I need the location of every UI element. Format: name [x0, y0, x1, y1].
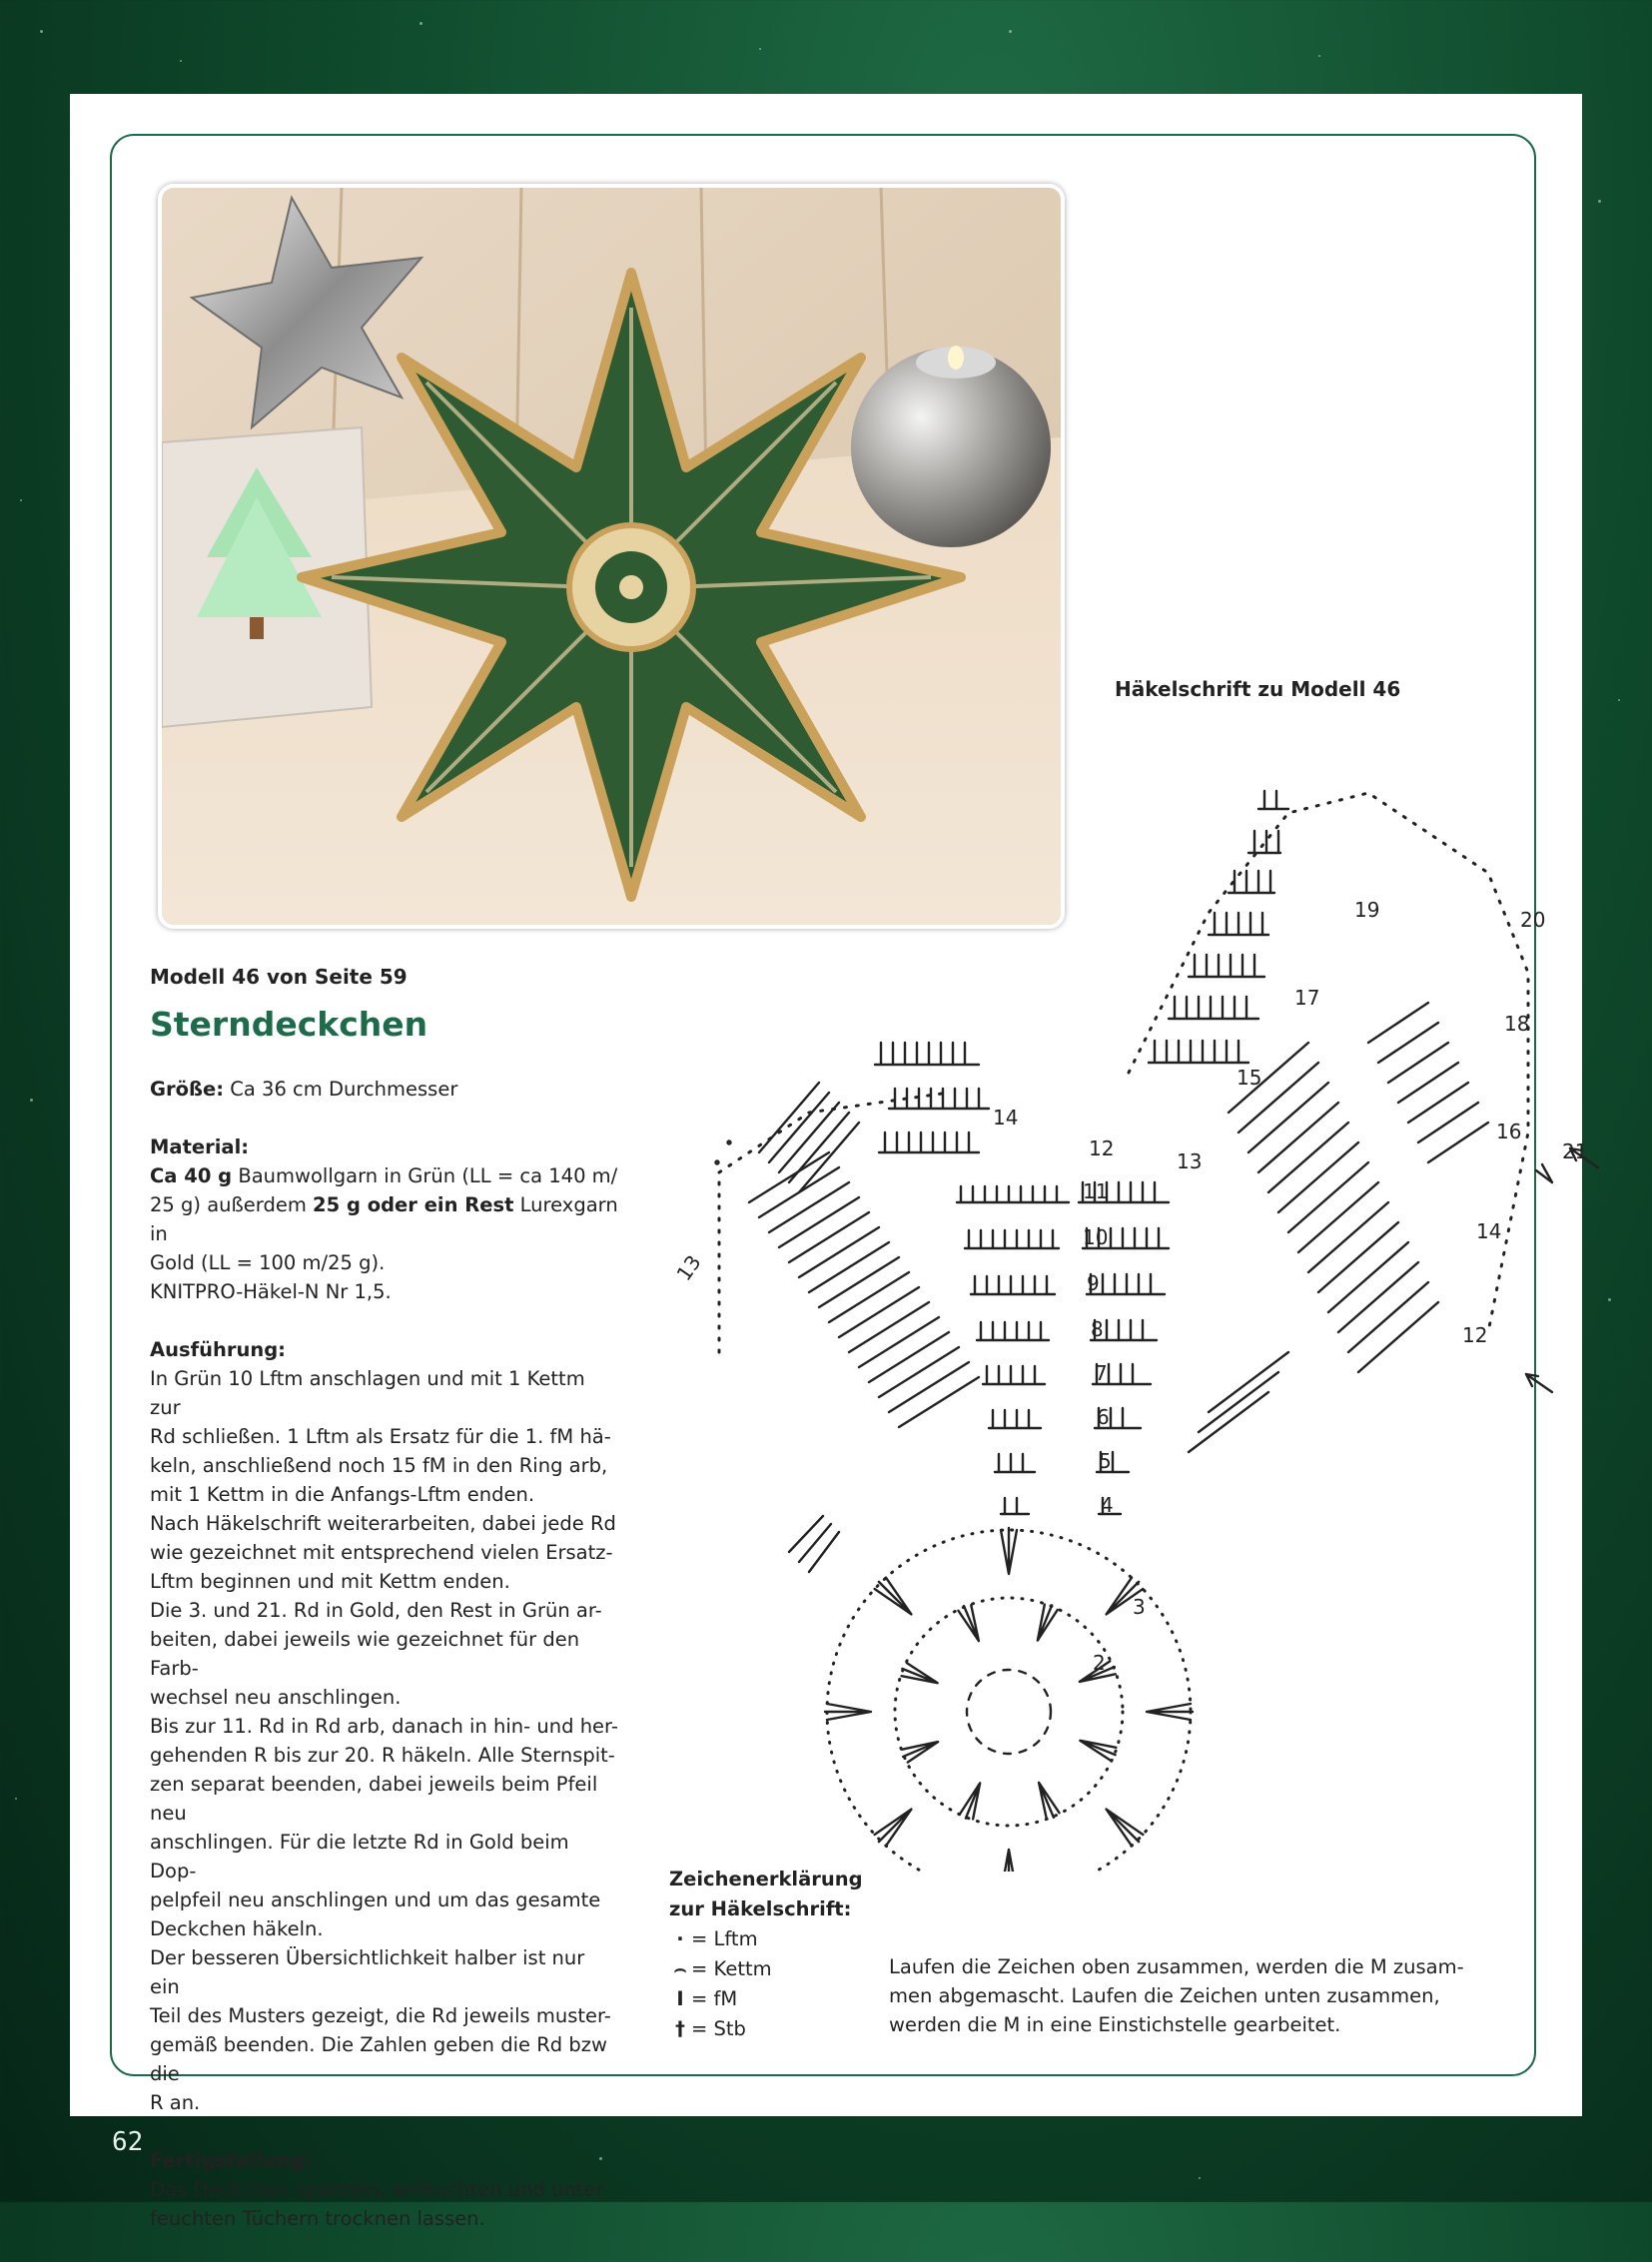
execution-line: R an. — [150, 2091, 201, 2114]
execution-line: Lftm beginnen und mit Kettm enden. — [150, 1570, 510, 1593]
slip-stitch-symbol: ⌢ — [673, 1957, 687, 1980]
double-crochet-symbol: † — [675, 2017, 685, 2040]
legend-note — [889, 1952, 1498, 2039]
round-label: 6 — [1097, 1405, 1110, 1429]
material-line-3: Gold (LL = 100 m/25 g). — [150, 1251, 386, 1274]
execution-line: pelpfeil neu anschlingen und um das gesamte — [150, 1888, 601, 1911]
execution-line: wie gezeichnet mit entsprechend vielen Ersatz- — [150, 1541, 613, 1564]
round-label: 7 — [1095, 1361, 1108, 1385]
chart-legend — [669, 1865, 863, 2044]
legend-item — [669, 1984, 863, 2014]
row-label: 15 — [1237, 1066, 1262, 1090]
row-label: 21 — [1562, 1139, 1588, 1163]
crochet-chart — [609, 713, 1608, 1872]
ring-label: 3 — [1133, 1595, 1146, 1619]
legend-item — [669, 1954, 863, 1984]
execution-line: Die 3. und 21. Rd in Gold, den Rest in Grün ar- — [150, 1599, 602, 1622]
execution-line: gemäß beenden. Die Zahlen geben die Rd bzw die — [150, 2033, 607, 2085]
material-paragraph — [150, 1132, 619, 1306]
execution-line: mit 1 Kettm in die Anfangs-Lftm enden. — [150, 1483, 535, 1506]
model-reference: Modell 46 von Seite 59 — [150, 965, 408, 989]
material-line-1: Ca 40 g Baumwollgarn in Grün (LL = ca 140 m/ — [150, 1164, 618, 1187]
legend-heading-2: zur Häkelschrift: — [669, 1897, 852, 1920]
execution-line: Der besseren Übersichtlichkeit halber ist nur ein — [150, 1946, 585, 1998]
legend-label: = fM — [691, 1987, 738, 2010]
note-line: men abgemascht. Laufen die Zeichen unten zusammen, — [889, 1984, 1440, 2007]
legend-label: = Kettm — [691, 1957, 772, 1980]
page-number: 62 — [112, 2127, 144, 2157]
row-label: 14 — [1476, 1219, 1502, 1243]
single-crochet-symbol: I — [676, 1987, 684, 2010]
row-label: 17 — [1294, 986, 1320, 1010]
execution-heading: Ausführung: — [150, 1338, 286, 1361]
size-value: Ca 36 cm Durchmesser — [224, 1078, 458, 1101]
execution-line: anschlingen. Für die letzte Rd in Gold beim Dop- — [150, 1831, 569, 1883]
execution-line: wechsel neu anschlingen. — [150, 1686, 402, 1709]
execution-line: In Grün 10 Lftm anschlagen und mit 1 Kettm zur — [150, 1367, 585, 1419]
finishing-paragraph — [150, 2146, 619, 2233]
row-label: 20 — [1520, 908, 1546, 932]
size-label: Größe: — [150, 1078, 225, 1101]
execution-line: Nach Häkelschrift weiterarbeiten, dabei jede Rd — [150, 1512, 616, 1535]
row-label: 18 — [1504, 1012, 1530, 1036]
row-label: 13 — [671, 1250, 706, 1285]
execution-line: zen separat beenden, dabei jeweils beim Pfeil neu — [150, 1773, 598, 1825]
execution-line: Deckchen häkeln. — [150, 1917, 324, 1940]
chain-stitch-symbol: · — [676, 1927, 684, 1950]
execution-paragraph — [150, 1335, 619, 2117]
size-paragraph — [150, 1075, 619, 1104]
legend-item — [669, 2014, 863, 2044]
finishing-heading: Fertigstellung: — [150, 2149, 313, 2172]
round-label: 8 — [1091, 1317, 1104, 1341]
round-label: 11 — [1083, 1179, 1109, 1203]
execution-line: gehenden R bis zur 20. R häkeln. Alle Sternspit- — [150, 1744, 615, 1767]
row-label: 19 — [1354, 898, 1380, 922]
execution-line: Rd schließen. 1 Lftm als Ersatz für die 1. fM hä- — [150, 1425, 611, 1448]
execution-line: Teil des Musters gezeigt, die Rd jeweils muster- — [150, 2004, 611, 2027]
legend-item — [669, 1924, 863, 1954]
finishing-line: feuchten Tüchern trocknen lassen. — [150, 2207, 485, 2230]
instructions — [150, 1075, 619, 2262]
row-label: 14 — [993, 1106, 1019, 1130]
round-label: 4 — [1101, 1493, 1114, 1517]
round-label: 12 — [1089, 1136, 1115, 1160]
round-label: 9 — [1087, 1271, 1100, 1295]
material-heading: Material: — [150, 1135, 250, 1158]
page-title: Sterndeckchen — [150, 1005, 428, 1044]
legend-heading-1: Zeichenerklärung — [669, 1868, 863, 1890]
row-label: 13 — [1177, 1149, 1203, 1173]
legend-label: = Stb — [691, 2017, 746, 2040]
execution-line: Bis zur 11. Rd in Rd arb, danach in hin- und her- — [150, 1715, 618, 1738]
execution-line: keln, anschließend noch 15 fM in den Ring arb, — [150, 1454, 608, 1477]
execution-line: beiten, dabei jeweils wie gezeichnet für den Farb- — [150, 1628, 580, 1680]
finishing-line: Das Deckchen spannen, anfeuchten und unter — [150, 2178, 604, 2201]
chart-title: Häkelschrift zu Modell 46 — [1115, 677, 1401, 701]
material-line-4: KNITPRO-Häkel-N Nr 1,5. — [150, 1280, 392, 1303]
row-label: 16 — [1496, 1120, 1522, 1143]
round-label: 5 — [1099, 1449, 1112, 1473]
round-label: 10 — [1083, 1225, 1109, 1249]
legend-label: = Lftm — [691, 1927, 758, 1950]
note-line: werden die M in eine Einstichstelle gearbeitet. — [889, 2013, 1341, 2036]
row-label: 12 — [1462, 1323, 1488, 1347]
note-line: Laufen die Zeichen oben zusammen, werden die M zusam- — [889, 1955, 1464, 1978]
ring-label: 2 — [1093, 1651, 1106, 1675]
material-line-2: 25 g) außerdem 25 g oder ein Rest Lurexgarn in — [150, 1193, 618, 1245]
